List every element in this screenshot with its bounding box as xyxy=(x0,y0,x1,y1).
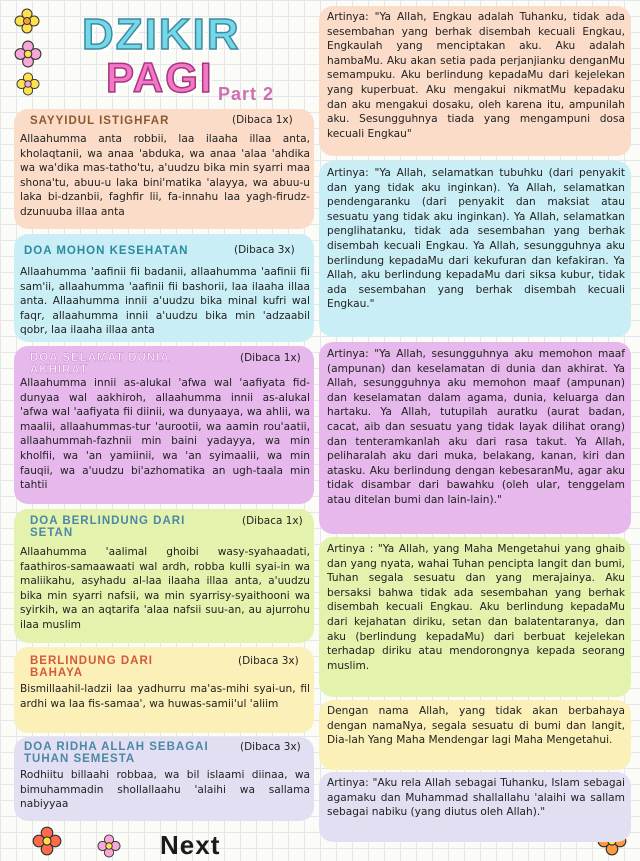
flower-bottom-mid-icon xyxy=(96,834,122,858)
section-title: BERLINDUNG DARI BAHAYA xyxy=(30,655,153,679)
dzikir-text: Allaahumma 'aafinii fii badanii, allaahumma 'aafinii fii sam'ii, allaahumma 'aafinii fii bashorii, laa ilaaha illaa anta. Allaahumma innii a'uudzu bika minal kufri wal faqr, allaahumma innii a'uudzu bika min 'adzaabil qobr, laa ilaaha illaa anta xyxy=(20,266,310,337)
read-count-tag: (Dibaca 3x) xyxy=(238,655,299,667)
read-count-tag: (Dibaca 1x) xyxy=(240,352,301,364)
section-title: DOA MOHON KESEHATAN xyxy=(24,245,189,257)
dzikir-text: Rodhiitu billaahi robbaa, wa bil islaami diinaa, wa bimuhammadin shollallaahu 'alaihi wa sallama nabiyyaa xyxy=(20,769,310,811)
translation-text: Artinya: "Ya Allah, selamatkan tubuhku (dari penyakit dan yang tidak aku inginkan). Ya Allah, selamatkan pendengaranku (dari penyakit dan maksiat atau sesuatu yang tidak aku inginkan). Ya Allah, selamatkan penglihatanku, tidak ada sesembahan yang berhak disembah kecuali Engkau. Ya Allah, sesungguhnya aku berlindung kepadaMu dari kekufuran dan kefakiran. Ya Allah, aku berlindung kepadaMu dari siksa kubur, tidak ada sesembahan yang berhak disembah kecuali Engkau." xyxy=(327,167,625,311)
read-count-tag: (Dibaca 1x) xyxy=(232,114,293,126)
section-title: DOA RIDHA ALLAH SEBAGAI TUHAN SEMESTA xyxy=(24,741,209,765)
flower-bottom-left-icon xyxy=(30,826,64,856)
title-pagi: PAGI xyxy=(106,54,214,101)
flower-top-left-icon xyxy=(14,8,40,34)
flower-pink-icon xyxy=(14,40,42,68)
translation-text: Artinya: "Ya Allah, Engkau adalah Tuhanku, tidak ada sesembahan yang berhak disembah kecuali Engkau, Engkaulah yang menciptakan aku. Aku adalah hambaMu. Aku akan setia pada perjanjianku denganMu semampuku. Aku berlindung kepadaMu dari kejelekan yang kuperbuat. Aku mengakui nikmatMu kepadaku dan aku mengakui dosaku, oleh karena itu, ampunilah aku. Sesungguhnya tiada yang mengampuni dosa kecuali Engkau" xyxy=(327,11,625,140)
title-part: Part 2 xyxy=(218,84,275,104)
dzikir-text: Allaahumma anta robbii, laa ilaaha illaa anta, kholaqtanii, wa anaa 'abduka, wa anaa 'alaa 'ahdika wa wa'dika mas-tatho'tu, a'uudzu bika min syarri maa shona'tu, abuu-u laka bini'matika 'alayya, wa abuu-u laka bi-dzanbii, faghfir lii, fa-innahu laa yagh-firudz-dzunuuba illaa anta xyxy=(20,133,310,218)
dzikir-text: Bismillaahil-ladzii laa yadhurru ma'as-mihi syai-un, fil ardhi wa laa fis-samaa', wa huwas-samii'ul 'aliim xyxy=(20,683,310,710)
translation-text: Artinya : "Ya Allah, yang Maha Mengetahui yang ghaib dan yang nyata, wahai Tuhan pencipta langit dan bumi, Tuhan segala sesuatu dan yang merajainya. Aku bersaksi bahwa tidak ada sesembahan yang berhak disembah kecuali Engkau. Aku berlindung kepadaMu dari kejahatan diriku, setan dan balatentaranya, dan aku (berlindung kepadaMu) dari berbuat kejelekan terhadap diriku atau mendorongnya kepada seorang muslim. xyxy=(327,543,625,672)
dzikir-text: Allaahumma innii as-alukal 'afwa wal 'aafiyata fid-dunyaa wal aakhiroh, allaahumma innii as-alukal 'afwa wal 'aafiyata fii diinii, wa dunyaaya, wa ahlii, wa maalii, allaahummas-tur 'aurootii, wa aamin rou'aatii, allaahummah-fazhnii min baini yadayya, wa min kholfii, wa 'an yamiinii, wa 'an syimaalii, wa min fauqii, wa a'uudzu bi'azhomatika an ugh-taala min tahtii xyxy=(20,377,310,492)
flower-yellow-icon xyxy=(16,72,40,96)
read-count-tag: (Dibaca 1x) xyxy=(242,515,303,527)
section-title: SAYYIDUL ISTIGHFAR xyxy=(30,115,170,127)
section-title: DOA SELAMAT DUNIA AKHIRAT xyxy=(30,352,170,376)
read-count-tag: (Dibaca 3x) xyxy=(240,741,301,753)
dzikir-text: Allaahumma 'aalimal ghoibi wasy-syahaadati, faathiros-samaawaati wal ardh, robba kulli syai-in wa maliikahu, asyhadu al-laa ilaaha illaa anta, a'uudzu bika min syarri nafsii, wa min syarrisy-syaithooni wa syirkih, wa an aqtarifa 'alaa nafsii suu-an, au ajurrohu ilaa muslim xyxy=(20,546,310,631)
title-dzikir: DZIKIR xyxy=(82,10,241,59)
section-title: DOA BERLINDUNG DARI SETAN xyxy=(30,515,186,539)
translation-text: Artinya: "Ya Allah, sesungguhnya aku memohon maaf (ampunan) dan keselamatan di dunia dan akhirat. Ya Allah, sesungguhnya aku memohon maaf (ampunan) dan keselamatan dalam agama, dunia, keluarga dan hartaku. Ya Allah, tutupilah auratku (aurat badan, cacat, aib dan sesuatu yang tidak layak dilihat orang) dan tenteramkanlah aku dari rasa takut. Ya Allah, peliharalah aku dari muka, belakang, kanan, kiri dan atasku. Aku berlindung dengan kebesaranMu, agar aku tidak disambar dari bawahku (oleh ular, tenggelam atau ditelan bumi dan lain-lain)." xyxy=(327,348,625,506)
read-count-tag: (Dibaca 3x) xyxy=(234,244,295,256)
next-button[interactable]: Next xyxy=(160,830,221,860)
translation-text: Dengan nama Allah, yang tidak akan berbahaya dengan namaNya, segala sesuatu di bumi dan langit, Dia-lah Yang Maha Mendengar lagi Maha Mengetahui. xyxy=(327,705,625,747)
translation-text: Artinya: "Aku rela Allah sebagai Tuhanku, Islam sebagai agamaku dan Muhammad shallallahu 'alaihi wa sallam sebagai nabiku (yang diutus oleh Allah)." xyxy=(327,777,625,819)
